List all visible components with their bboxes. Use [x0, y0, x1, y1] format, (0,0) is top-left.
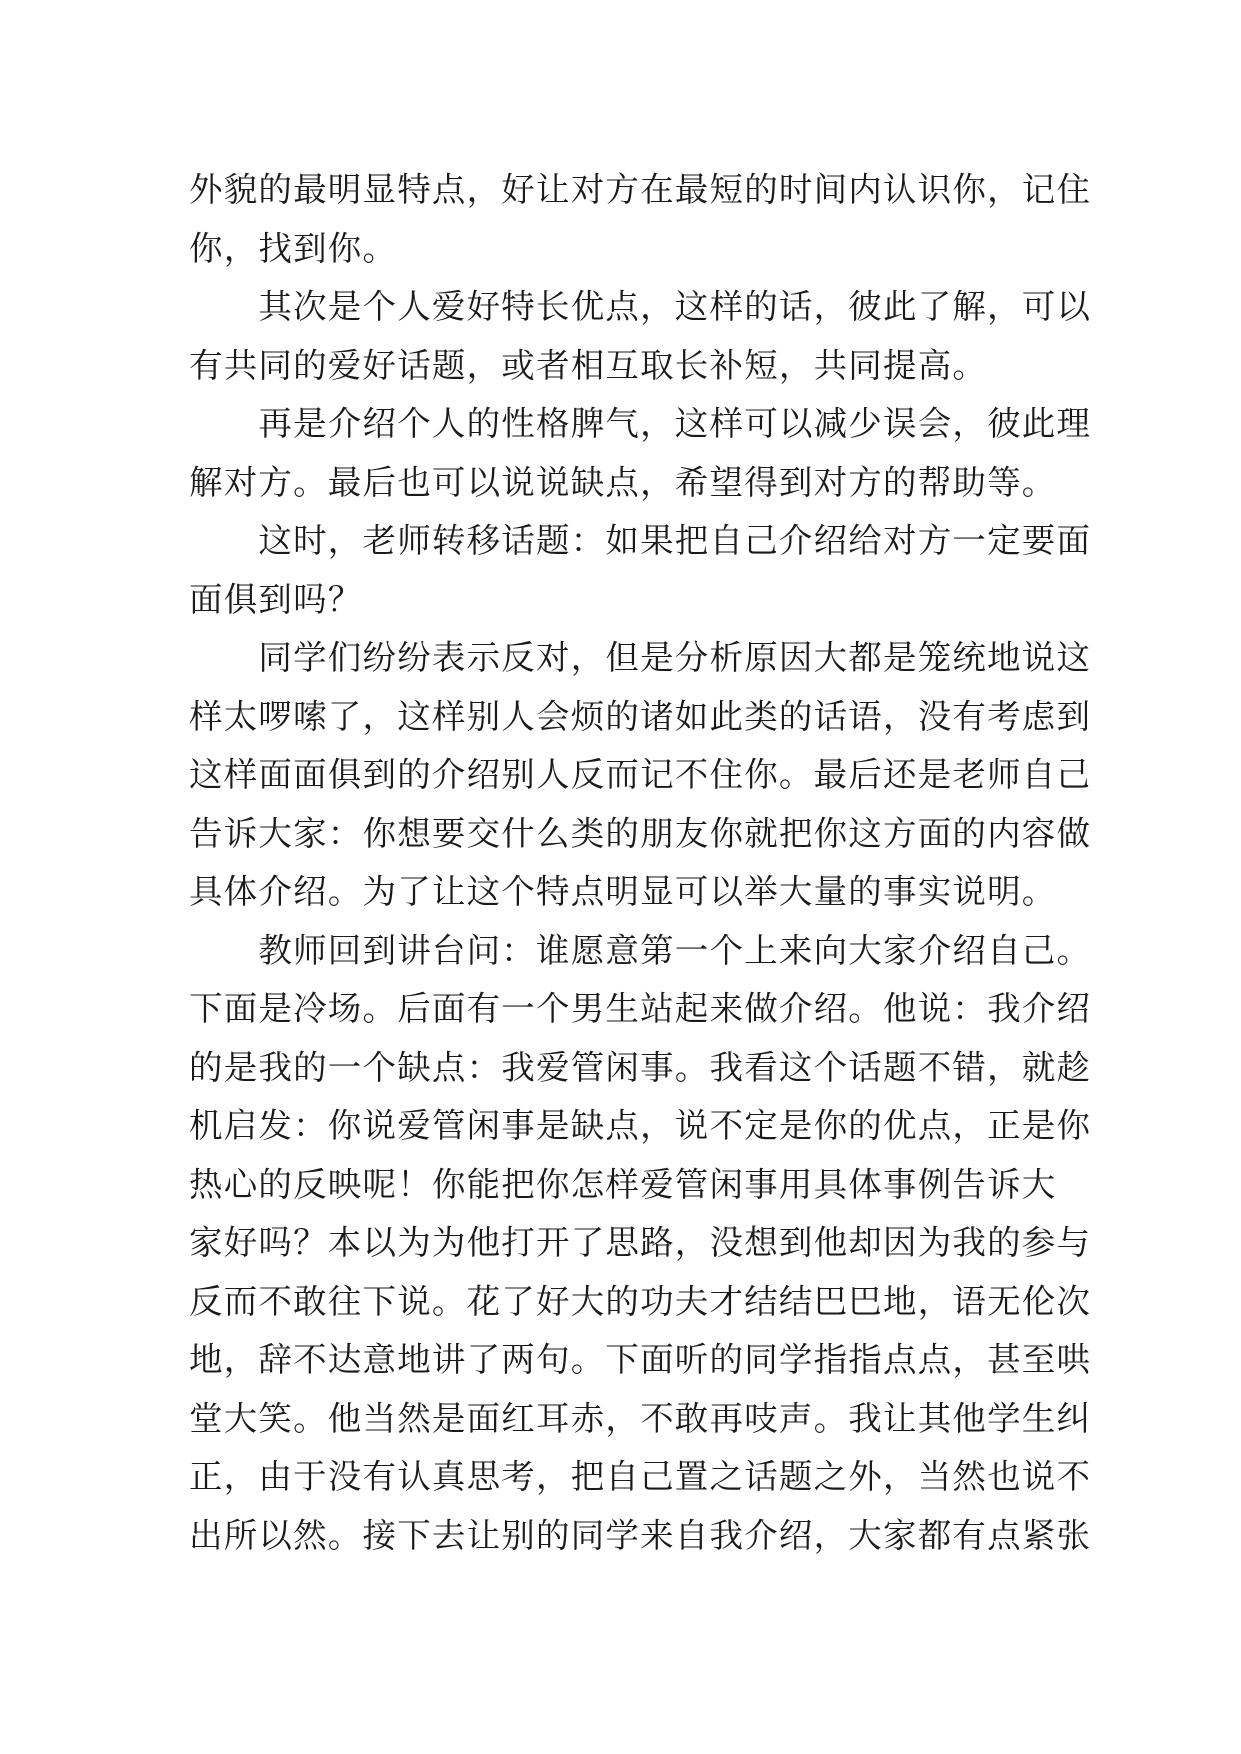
- text-line: 这样面面俱到的介绍别人反而记不住你。最后还是老师自己: [189, 755, 1092, 794]
- text-line: 你，找到你。: [189, 228, 398, 268]
- text-line: 样太啰嗦了，这样别人会烦的诸如此类的话语，没有考虑到: [189, 696, 1092, 736]
- text-line: 具体介绍。为了让这个特点明显可以举大量的事实说明。: [189, 872, 1057, 911]
- text-line: 出所以然。接下去让别的同学来自我介绍，大家都有点紧张: [189, 1515, 1092, 1555]
- body-text: [189, 161, 1092, 1565]
- text-line: 反而不敢往下说。花了好大的功夫才结结巴巴地，语无伦次: [189, 1281, 1092, 1321]
- text-line: 其次是个人爱好特长优点，这样的话，彼此了解，可以: [189, 287, 1092, 326]
- text-line: 面俱到吗？: [189, 579, 363, 619]
- text-line: 有共同的爱好话题，或者相互取长补短，共同提高。: [189, 345, 988, 385]
- text-line: 再是介绍个人的性格脾气，这样可以减少误会，彼此理: [189, 404, 1092, 443]
- text-line: 外貌的最明显特点，好让对方在最短的时间内认识你，记住: [189, 170, 1092, 209]
- text-line: 解对方。最后也可以说说缺点，希望得到对方的帮助等。: [189, 462, 1057, 502]
- text-line: 教师回到讲台问：谁愿意第一个上来向大家介绍自己。: [189, 930, 1092, 970]
- text-line: 机启发：你说爱管闲事是缺点，说不定是你的优点，正是你: [189, 1106, 1092, 1145]
- text-line: 堂大笑。他当然是面红耳赤，不敢再吱声。我让其他学生纠: [189, 1398, 1092, 1438]
- text-line: 告诉大家：你想要交什么类的朋友你就把你这方面的内容做: [189, 813, 1092, 853]
- text-line: 家好吗？本以为为他打开了思路，没想到他却因为我的参与: [189, 1223, 1092, 1262]
- text-line: 热心的反映呢！你能把你怎样爱管闲事用具体事例告诉大: [189, 1164, 1057, 1204]
- text-line: 的是我的一个缺点：我爱管闲事。我看这个话题不错，就趁: [189, 1047, 1092, 1087]
- text-line: 正，由于没有认真思考，把自己置之话题之外，当然也说不: [189, 1457, 1092, 1496]
- text-line: 下面是冷场。后面有一个男生站起来做介绍。他说：我介绍: [189, 989, 1092, 1028]
- text-line: 同学们纷纷表示反对，但是分析原因大都是笼统地说这: [189, 638, 1092, 677]
- text-line: 地，辞不达意地讲了两句。下面听的同学指指点点，甚至哄: [189, 1340, 1092, 1379]
- text-line: 这时，老师转移话题：如果把自己介绍给对方一定要面: [189, 521, 1092, 560]
